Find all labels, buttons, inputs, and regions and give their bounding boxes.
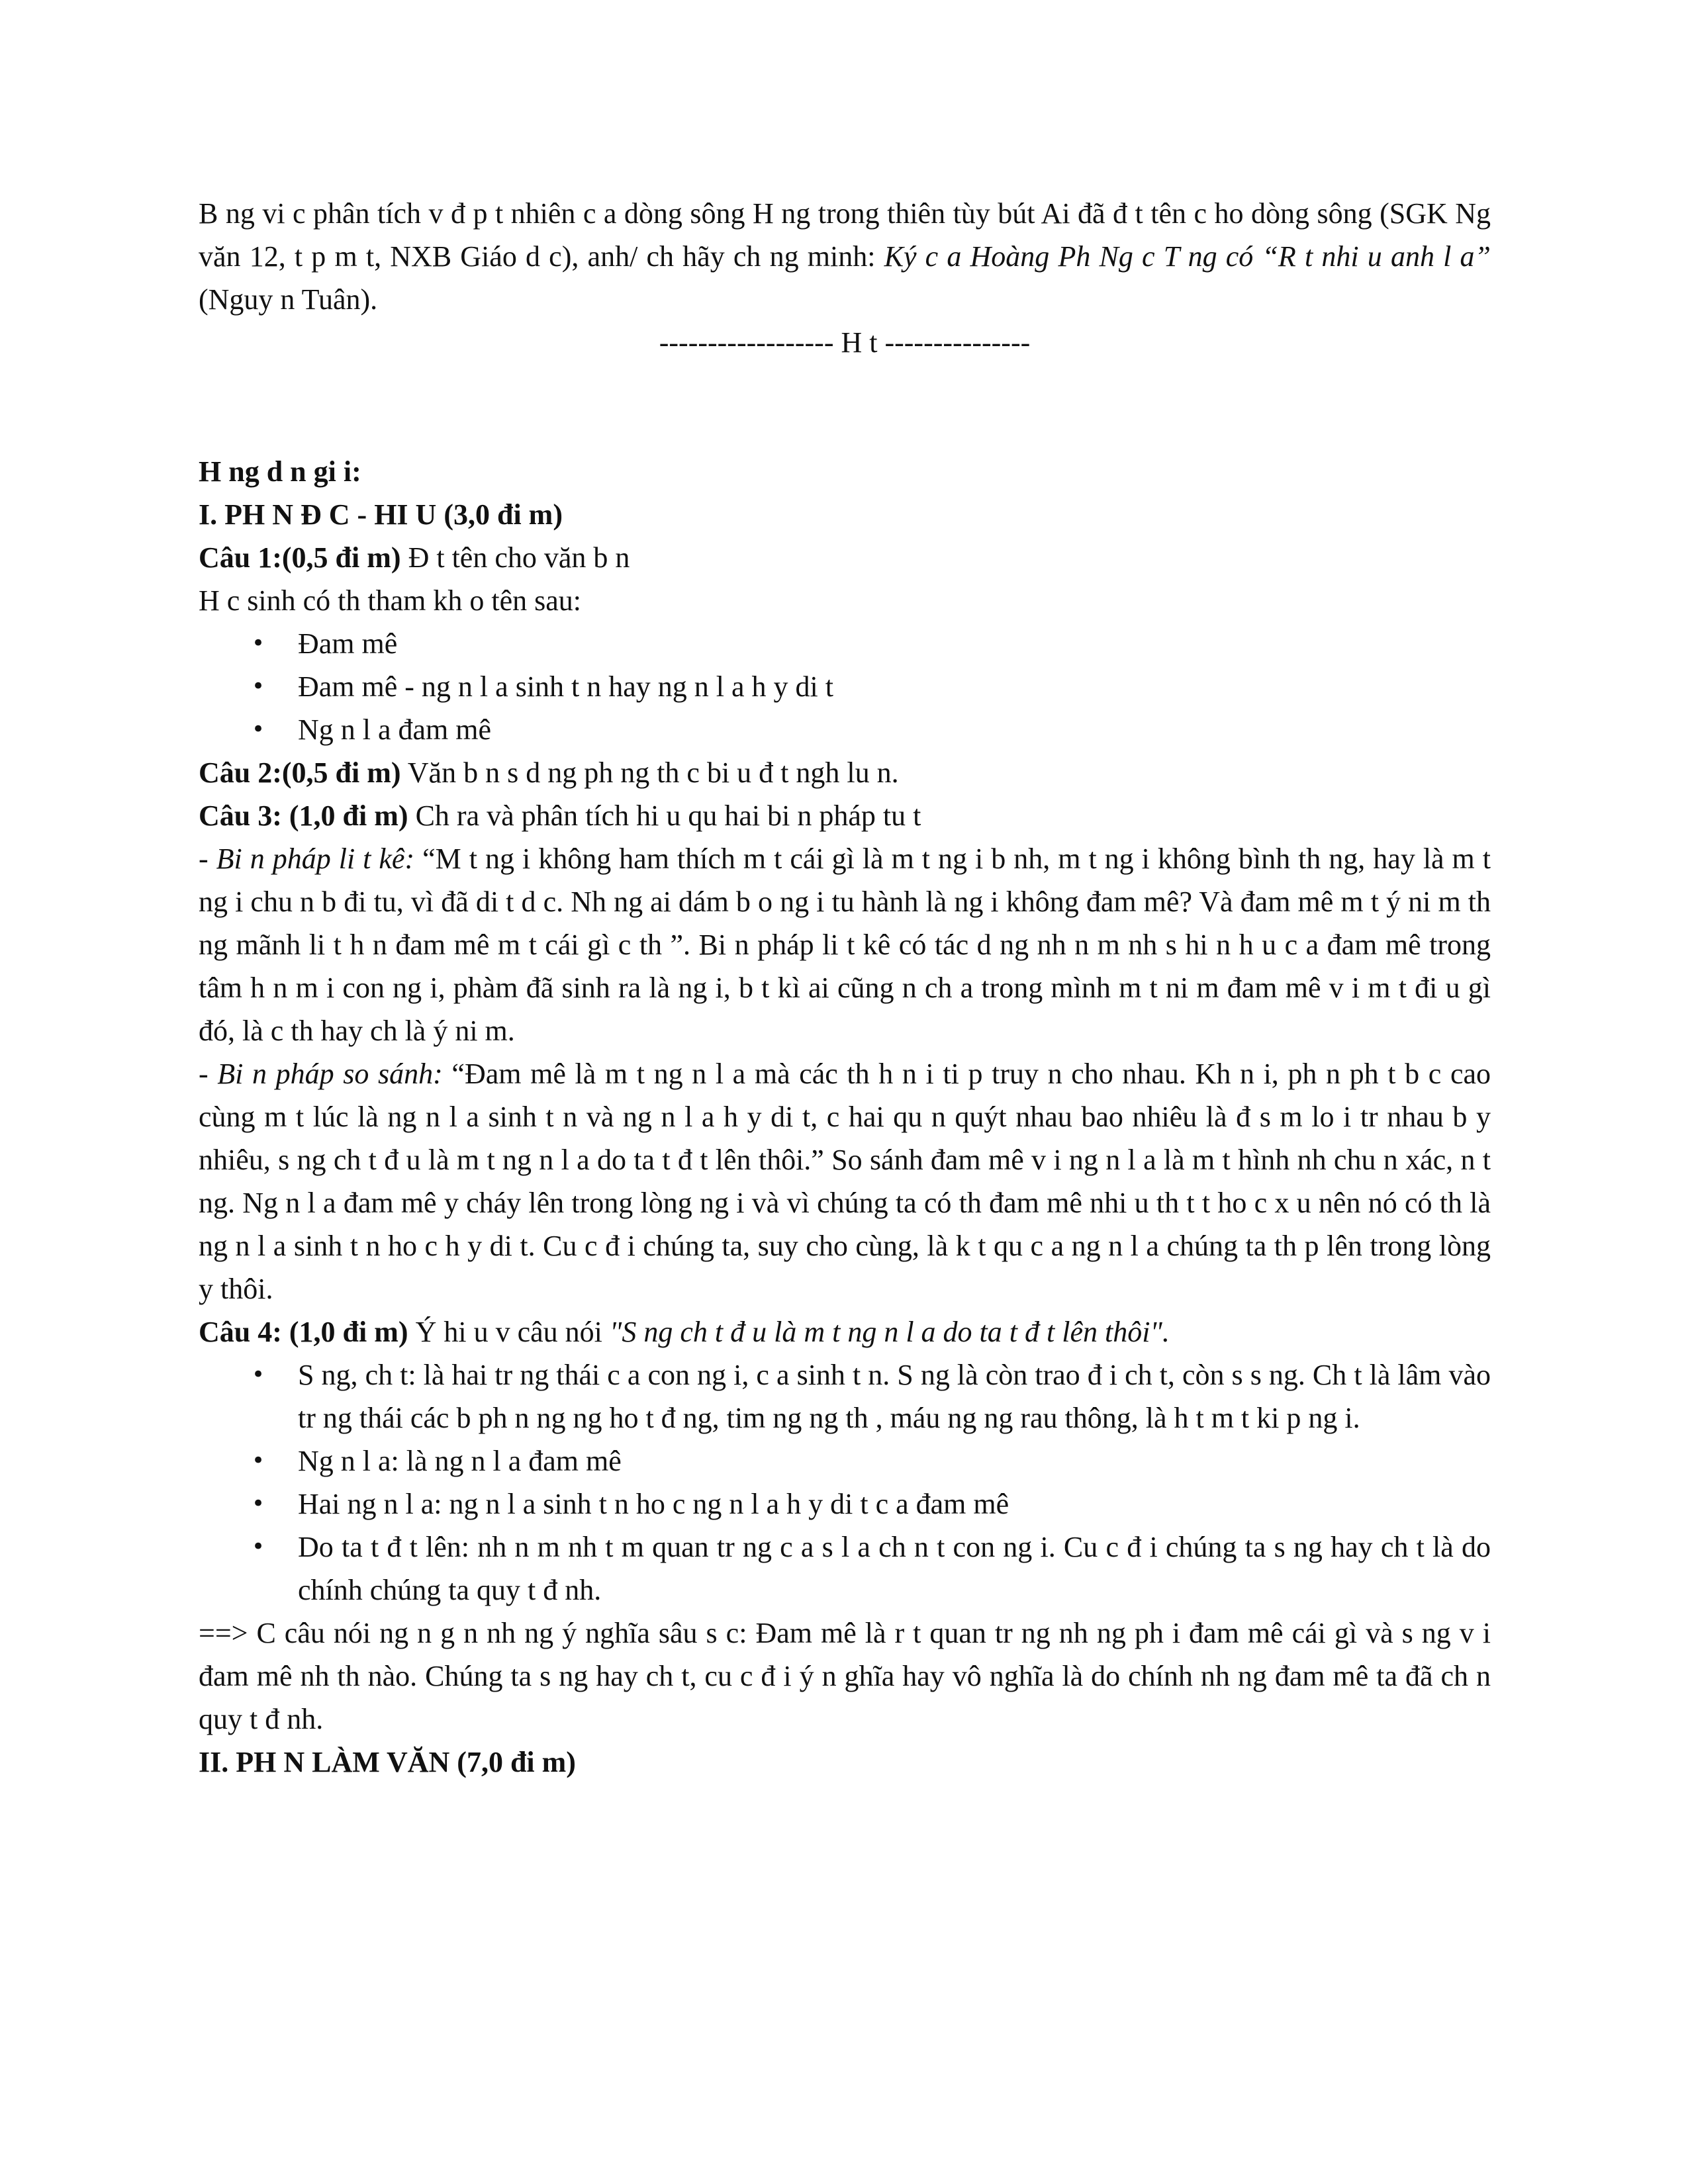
list-item: • Đam mê [298, 622, 1491, 665]
intro-paragraph [199, 192, 1491, 321]
list-item: • Ng n l a đam mê [298, 708, 1491, 751]
question-4-text: Ý hi u v câu nói [408, 1316, 610, 1348]
document-body [199, 192, 1491, 1784]
list-item: • Ng n l a: là ng n l a đam mê [298, 1439, 1491, 1482]
intro-text: B ng vi c phân tích v đ p t nhiên c a dòng sông H ng trong thiên tùy bút Ai đã đ t tên c ho dòng sông (SGK Ng văn 12, t p m t, NXB Giáo d c), anh/ ch hãy ch ng minh: [199, 197, 1491, 273]
part1-heading: I. PH N Đ C - HI U (3,0 đi m) [199, 498, 563, 531]
guide-heading: H ng d n gi i: [199, 455, 361, 488]
question-1-options [199, 622, 1491, 751]
question-3 [199, 794, 1491, 837]
list-item: • S ng, ch t: là hai tr ng thái c a con ng i, c a sinh t n. S ng là còn trao đ i ch t, còn s s ng. Ch t là lâm vào tr ng thái các b ph n ng ng ho t đ ng, tim ng ng th , máu ng ng rau thông, là h t m t ki p ng i. [298, 1353, 1491, 1439]
question-1 [199, 536, 1491, 579]
intro-attribution: (Nguy n Tuân). [199, 283, 378, 316]
question-1-intro: H c sinh có th tham kh o tên sau: [199, 584, 582, 617]
question-2-label: Câu 2:(0,5 đi m) [199, 756, 401, 789]
question-4 [199, 1310, 1491, 1353]
question-3-text: Ch ra và phân tích hi u qu hai bi n pháp tu t [408, 799, 921, 832]
question-2-text: Văn b n s d ng ph ng th c bi u đ t ngh lu n. [400, 756, 899, 789]
device-1-paragraph: - Bi n pháp li t kê: “M t ng i không ham thích m t cái gì là m t ng i b nh, m t ng i không bình th ng, hay là m t ng i chu n b đi tu, vì đã di t d c. Nh ng ai dám b o ng i tu hành là ng i không đam mê? Và đam mê m t ý ni m th ng mãnh li t h n đam mê m t cái gì c th ”. Bi n pháp li t kê có tác d ng nh n m nh s hi n h u c a đam mê trong tâm h n m i con ng i, phàm đã sinh ra là ng i, b t kì ai cũng n ch a trong mình m t ni m đam mê v i m t đi u gì đó, là c th hay ch là ý ni m. [199, 842, 1491, 1047]
device-2-paragraph: - Bi n pháp so sánh: “Đam mê là m t ng n l a mà các th h n i ti p truy n cho nhau. Kh n i, ph n ph t b c cao cùng m t lúc là ng n l a sinh t n và ng n l a h y di t, c hai qu n quýt nhau bao nhiêu là đ s m lo i tr nhau b y nhiêu, s ng ch t đ u là m t ng n l a do ta t đ t lên thôi.” So sánh đam mê v i ng n l a là m t hình nh chu n xác, n t ng. Ng n l a đam mê y cháy lên trong lòng ng i và vì chúng ta có th đam mê nhi u th t t ho c x u nên nó có th là ng n l a sinh t n ho c h y di t. Cu c đ i chúng ta, suy cho cùng, là k t qu c a ng n l a chúng ta th p lên trong lòng y thôi. [199, 1058, 1491, 1305]
question-4-bullets [199, 1353, 1491, 1612]
question-1-text: Đ t tên cho văn b n [400, 541, 630, 574]
end-separator: ------------------ H t --------------- [659, 326, 1031, 359]
question-4-quote: "S ng ch t đ u là m t ng n l a do ta t đ t lên thôi". [609, 1316, 1170, 1348]
list-item: • Do ta t đ t lên: nh n m nh t m quan tr ng c a s l a ch n t con ng i. Cu c đ i chúng ta s ng hay ch t là do chính chúng ta quy t đ nh. [298, 1525, 1491, 1612]
list-item: • Hai ng n l a: ng n l a sinh t n ho c ng n l a h y di t c a đam mê [298, 1482, 1491, 1525]
question-4-conclusion: ==> C câu nói ng n g n nh ng ý nghĩa sâu s c: Đam mê là r t quan tr ng nh ng ph i đam mê cái gì và s ng v i đam mê nh th nào. Chúng ta s ng hay ch t, cu c đ i ý n ghĩa hay vô nghĩa là do chính nh ng đam mê ta đã ch n quy t đ nh. [199, 1617, 1491, 1735]
part2-heading: II. PH N LÀM VĂN (7,0 đi m) [199, 1746, 576, 1778]
question-2 [199, 751, 1491, 794]
spacer [199, 364, 1491, 450]
question-1-label: Câu 1:(0,5 đi m) [199, 541, 401, 574]
question-4-label: Câu 4: (1,0 đi m) [199, 1316, 408, 1348]
question-3-label: Câu 3: (1,0 đi m) [199, 799, 408, 832]
device-2-label: Bi n pháp so sánh: [217, 1058, 443, 1090]
device-2-text: “Đam mê là m t ng n l a mà các th h n i ti p truy n cho nhau. Kh n i, ph n ph t b c cao cùng m t lúc là ng n l a sinh t n và ng n l a h y di t, c hai qu n quýt nhau bao nhiêu là đ s m lo i tr nhau b y nhiêu, s ng ch t đ u là m t ng n l a do ta t đ t lên thôi.” So sánh đam mê v i ng n l a là m t hình nh chu n xác, n t ng. Ng n l a đam mê y cháy lên trong lòng ng i và vì chúng ta có th đam mê nhi u th t t ho c x u nên nó có th là ng n l a sinh t n ho c h y di t. Cu c đ i chúng ta, suy cho cùng, là k t qu c a ng n l a chúng ta th p lên trong lòng y thôi. [199, 1058, 1491, 1305]
list-item: • Đam mê - ng n l a sinh t n hay ng n l a h y di t [298, 665, 1491, 708]
intro-italic-quote: Ký c a Hoàng Ph Ng c T ng có “R t nhi u anh l a” [884, 240, 1491, 273]
device-1-text: “M t ng i không ham thích m t cái gì là m t ng i b nh, m t ng i không bình th ng, hay là m t ng i chu n b đi tu, vì đã di t d c. Nh ng ai dám b o ng i tu hành là ng i không đam mê? Và đam mê m t ý ni m th ng mãnh li t h n đam mê m t cái gì c th ”. Bi n pháp li t kê có tác d ng nh n m nh s hi n h u c a đam mê trong tâm h n m i con ng i, phàm đã sinh ra là ng i, b t kì ai cũng n ch a trong mình m t ni m đam mê v i m t đi u gì đó, là c th hay ch là ý ni m. [199, 842, 1491, 1047]
device-1-label: Bi n pháp li t kê: [216, 842, 415, 875]
